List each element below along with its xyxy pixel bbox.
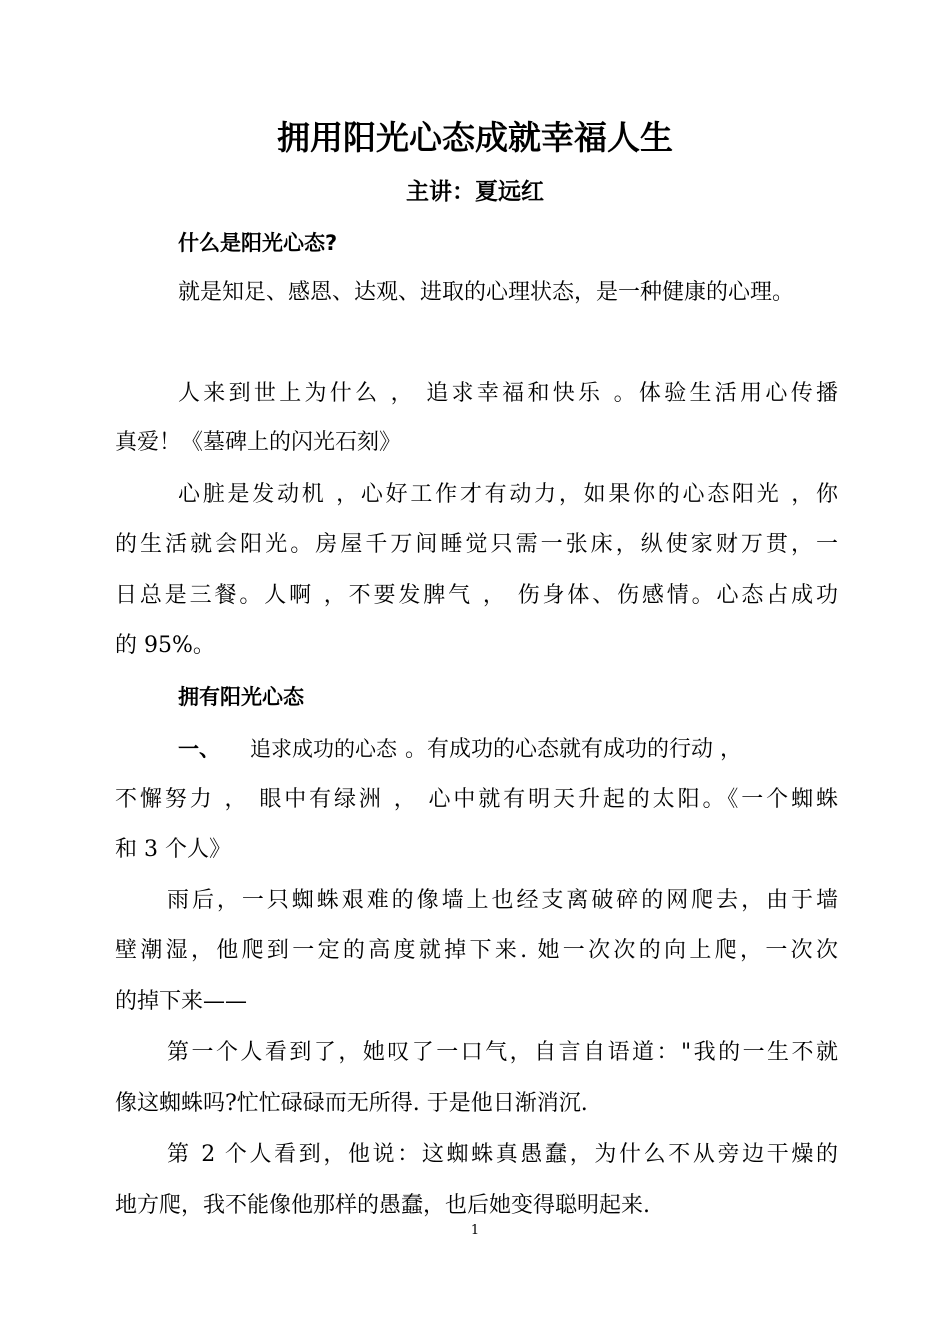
section-heading: 拥有阳光心态 [178, 685, 304, 709]
point-1-label: 一、 [178, 737, 220, 761]
question-heading: 什么是阳光心态? [178, 231, 338, 255]
paragraph-2-line-4: 的 95%。 [115, 633, 215, 658]
story-line-2: 壁潮湿，他爬到一定的高度就掉下来. 她一次次的向上爬，一次次 [115, 938, 838, 963]
paragraph-1-line-1: 人来到世上为什么 ， 追求幸福和快乐 。体验生活用心传播 [178, 381, 838, 406]
paragraph-2-line-2: 的生活就会阳光。房屋千万间睡觉只需一张床，纵使家财万贯，一 [115, 532, 838, 557]
point-1-line-1 [178, 732, 840, 767]
point-1-heading: 追求成功的心态 [250, 737, 397, 761]
point-1-line-2: 不懈努力 ， 眼中有绿洲 ， 心中就有明天升起的太阳。《一个蜘蛛 [115, 787, 838, 812]
person-1-line-2: 像这蜘蛛吗?忙忙碌碌而无所得. 于是他日渐消沉. [115, 1091, 588, 1116]
person-1-line-1: 第一个人看到了，她叹了一口气，自言自语道："我的一生不就 [167, 1040, 838, 1065]
speaker-line: 主讲：夏远红 [406, 179, 544, 205]
story-line-1: 雨后，一只蜘蛛艰难的像墙上也经支离破碎的网爬去，由于墙 [167, 888, 838, 913]
paragraph-2-line-3: 日总是三餐。人啊 ，不要发脾气 ， 伤身体、伤感情。心态占成功 [115, 583, 838, 608]
story-line-3: 的掉下来—— [115, 989, 248, 1014]
person-2-line-2: 地方爬，我不能像他那样的愚蠢，也后她变得聪明起来. [115, 1193, 650, 1218]
person-2-line-1: 第 2 个人看到，他说：这蜘蛛真愚蠢，为什么不从旁边干燥的 [167, 1142, 838, 1167]
page-number: 1 [470, 1223, 480, 1238]
point-1-line-1-rest: 。有成功的心态就有成功的行动 ， [405, 737, 742, 762]
point-1-line-3: 和 3 个人》 [115, 837, 231, 862]
document-title: 拥用阳光心态成就幸福人生 [277, 118, 673, 157]
paragraph-2-line-1: 心脏是发动机 ，心好工作才有动力，如果你的心态阳光 ，你 [178, 482, 838, 507]
definition-text: 就是知足、感恩、达观、进取的心理状态，是一种健康的心理。 [178, 280, 795, 305]
paragraph-1-line-2: 真爱！《墓碑上的闪光石刻》 [115, 430, 402, 455]
